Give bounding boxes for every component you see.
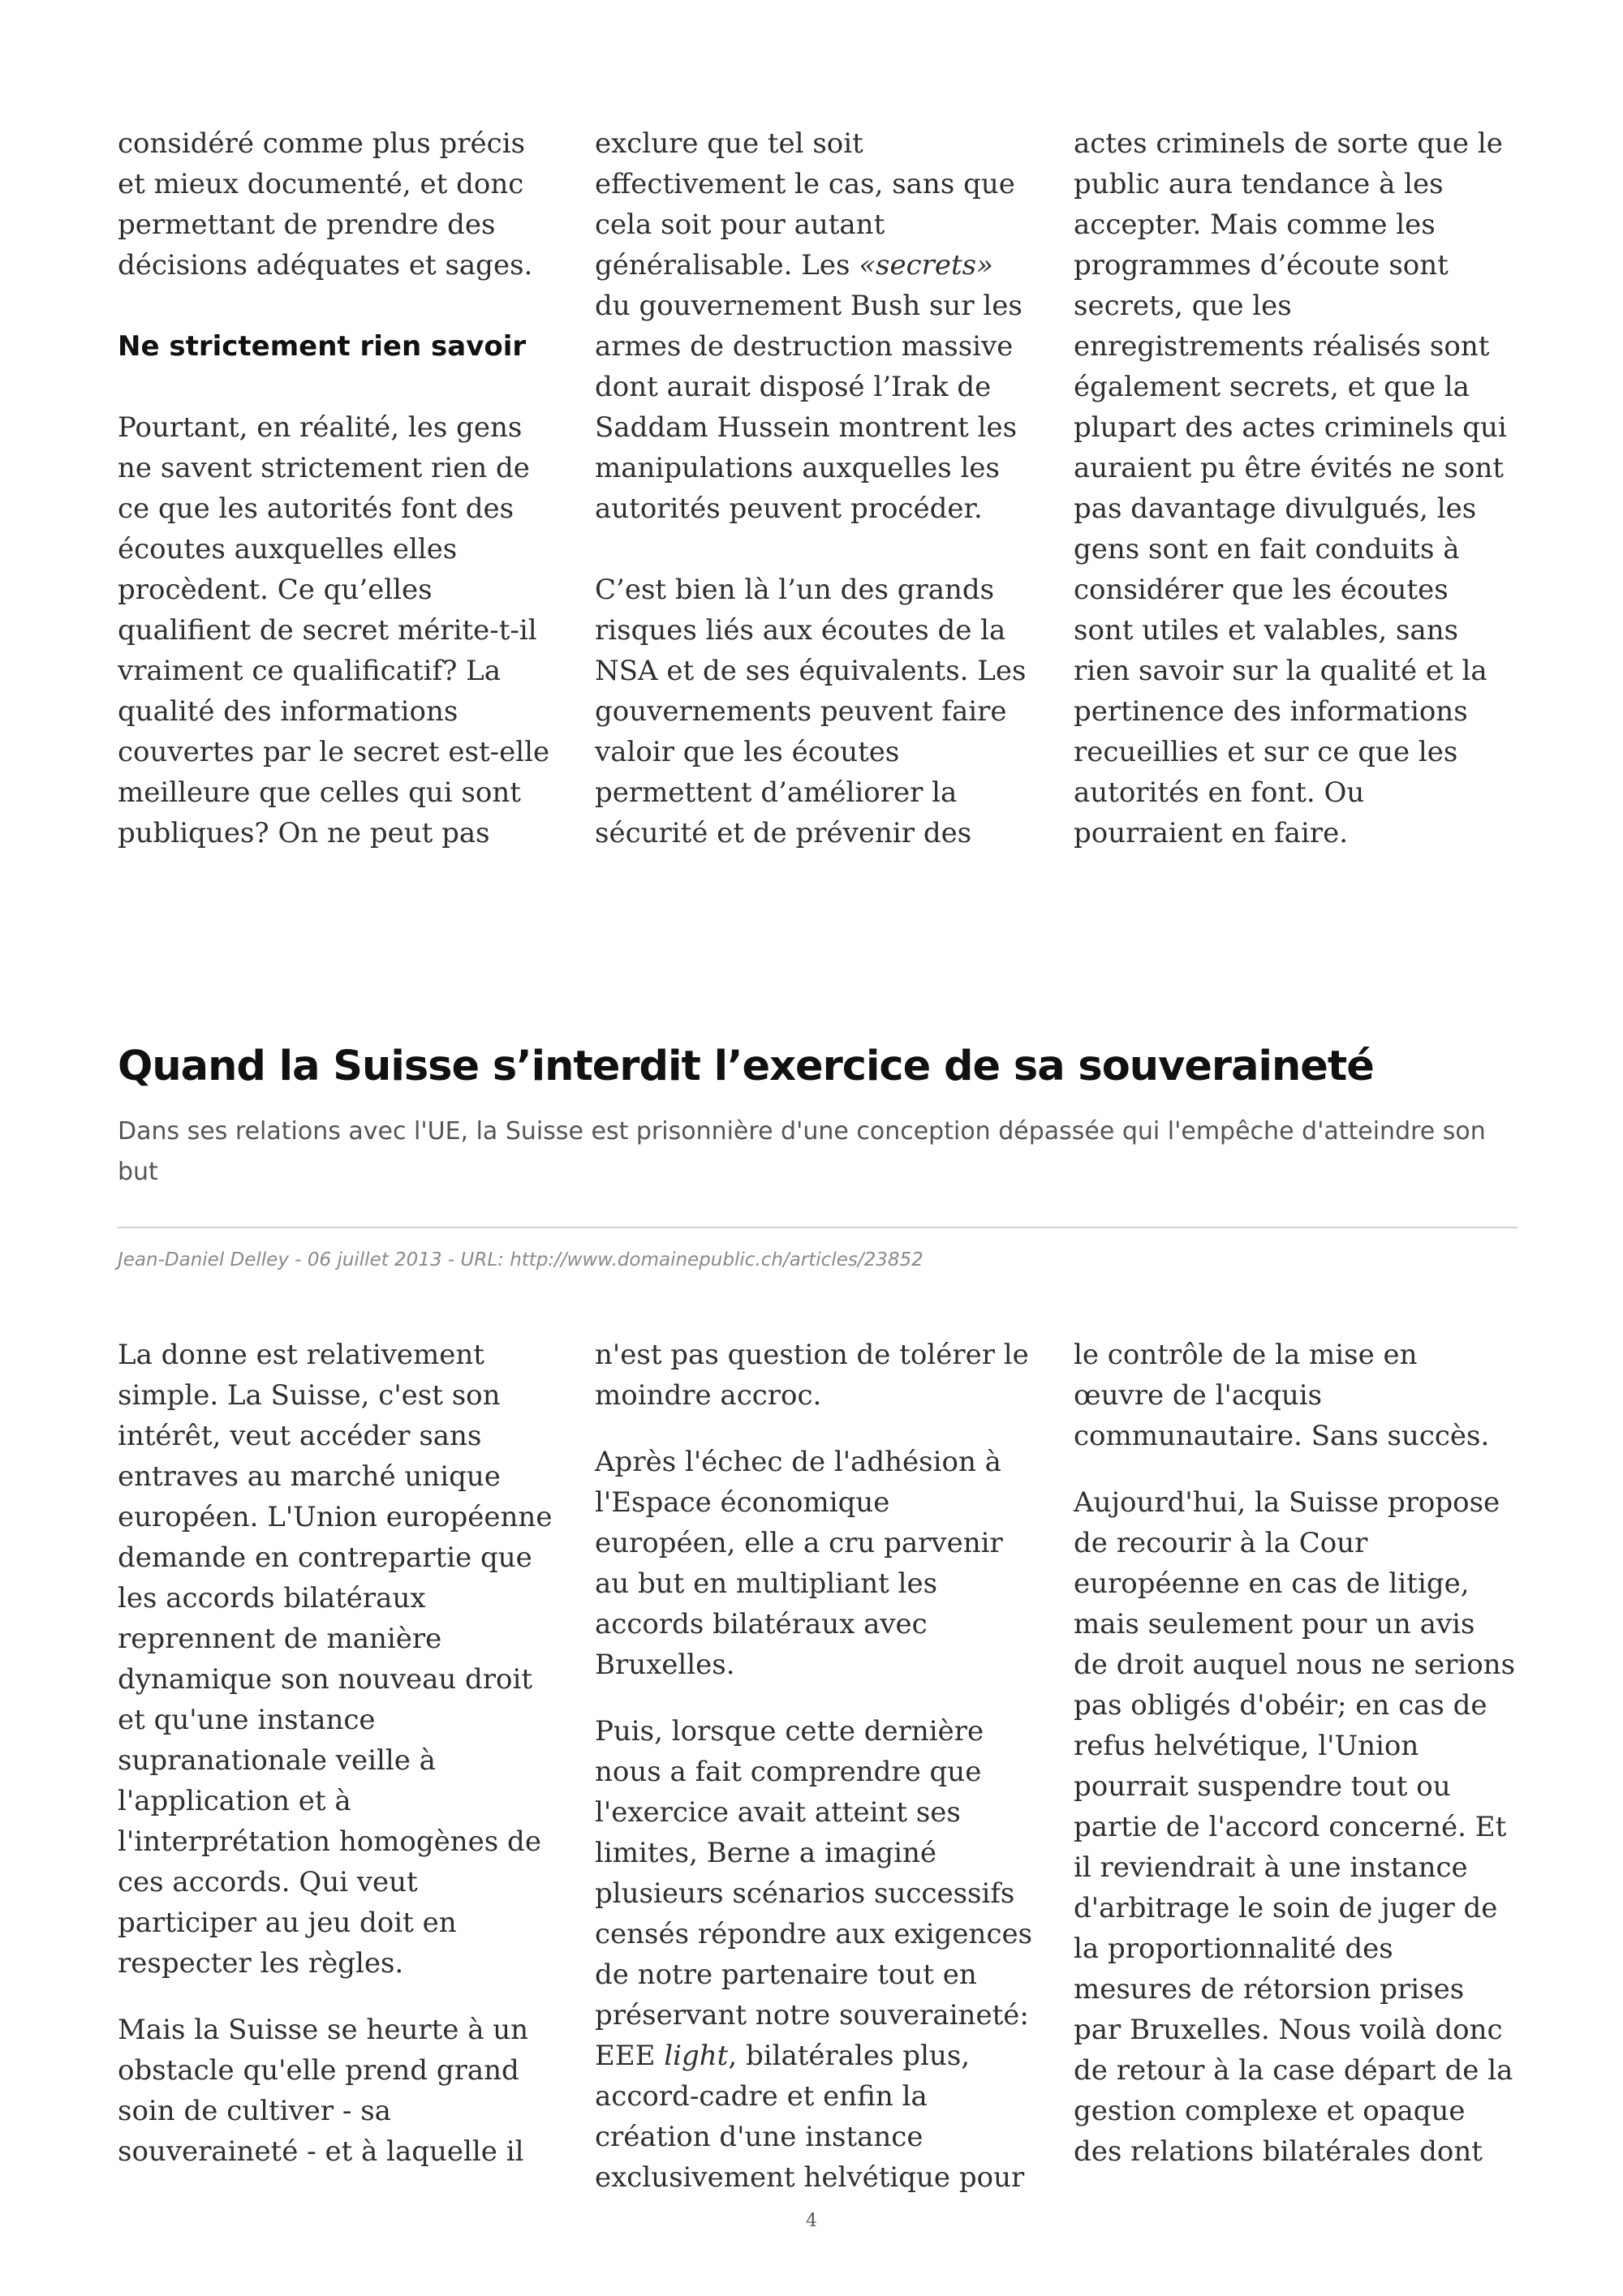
paragraph: exclure que tel soit effectivement le cas, sans que cela soit pour autant généralisable. Les «secrets» du gouvernement Bush sur les armes de destruction massive dont aurait disposé l’Irak de Saddam Hussein montrent les manipulations auxquelles les autorités peuvent procéder.: [595, 127, 1022, 525]
prev-article-column-3: [1074, 123, 1516, 853]
article-column-2: [595, 1335, 1037, 2198]
paragraph: Puis, lorsque cette dernière nous a fait comprendre que l'exercice avait atteint ses limites, Berne a imaginé plusieurs scénarios successifs censés répondre aux exigences de notre partenaire tout en préservant notre souveraineté: EEE light, bilatérales plus, accord-cadre et enfin la création d'une instance exclusivement helvétique pour: [595, 1715, 1033, 2194]
divider: [118, 1227, 1518, 1228]
paragraph: le contrôle de la mise en œuvre de l'acquis communautaire. Sans succès.: [1074, 1339, 1490, 1452]
paragraph: C’est bien là l’un des grands risques liés aux écoutes de la NSA et de ses équivalents. Les gouvernements peuvent faire valoir que les écoutes permettent d’améliorer la sécurité et de prévenir des: [595, 574, 1027, 849]
paragraph: considéré comme plus précis et mieux documenté, et donc permettant de prendre des décisions adéquates et sages.: [118, 127, 533, 282]
paragraph: actes criminels de sorte que le public aura tendance à les accepter. Mais comme les programmes d’écoute sont secrets, que les enregistrements réalisés sont également secrets, et que la plupart des actes criminels qui auraient pu être évités ne sont pas davantage divulgués, les gens sont en fait conduits à considérer que les écoutes sont utiles et valables, sans rien savoir sur la qualité et la pertinence des informations recueillies et sur ce que les autorités en font. Ou pourraient en faire.: [1074, 127, 1507, 849]
article-column-1: [118, 1335, 560, 2172]
paragraph: La donne est relativement simple. La Suisse, c'est son intérêt, veut accéder sans entraves au marché unique européen. L'Union européenne demande en contrepartie que les accords bilatéraux reprennent de manière dynamique son nouveau droit et qu'une instance supranationale veille à l'application et à l'interprétation homogènes de ces accords. Qui veut participer au jeu doit en respecter les règles.: [118, 1339, 553, 1980]
article-byline: Jean-Daniel Delley - 06 juillet 2013 - URL: http://www.domainepublic.ch/articles/23852: [118, 1249, 923, 1271]
article-title: Quand la Suisse s’interdit l’exercice de sa souveraineté: [118, 1043, 1374, 1090]
paragraph: Mais la Suisse se heurte à un obstacle qu'elle prend grand soin de cultiver - sa souveraineté - et à laquelle il: [118, 2014, 529, 2168]
section-heading: Ne strictement rien savoir: [118, 330, 527, 363]
paragraph: Pourtant, en réalité, les gens ne savent strictement rien de ce que les autorités font des écoutes auxquelles elles procèdent. Ce qu’elles qualifient de secret mérite-t-il vraiment ce qualificatif? La qualité des informations couvertes par le secret est-elle meilleure que celles qui sont publiques? On ne peut pas: [118, 411, 550, 849]
prev-article-column-2: [595, 123, 1037, 853]
article-subtitle: Dans ses relations avec l'UE, la Suisse est prisonnière d'une conception dépassée qui l'empêche d'atteindre son but: [118, 1117, 1486, 1186]
page-number: 4: [806, 2211, 817, 2231]
article-column-3: [1074, 1335, 1516, 2172]
paragraph: Aujourd'hui, la Suisse propose de recourir à la Cour européenne en cas de litige, mais seulement pour un avis de droit auquel nous ne serions pas obligés d'obéir; en cas de refus helvétique, l'Union pourrait suspendre tout ou partie de l'accord concerné. Et il reviendrait à une instance d'arbitrage le soin de juger de la proportionnalité des mesures de rétorsion prises par Bruxelles. Nous voilà donc de retour à la case départ de la gestion complexe et opaque des relations bilatérales dont: [1074, 1486, 1516, 2168]
prev-article-column-1: [118, 123, 560, 853]
paragraph: Après l'échec de l'adhésion à l'Espace économique européen, elle a cru parvenir au but en multipliant les accords bilatéraux avec Bruxelles.: [595, 1446, 1003, 1681]
paragraph: n'est pas question de tolérer le moindre accroc.: [595, 1339, 1029, 1412]
